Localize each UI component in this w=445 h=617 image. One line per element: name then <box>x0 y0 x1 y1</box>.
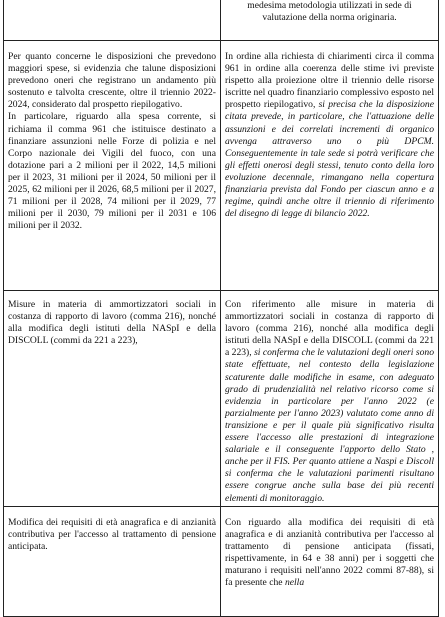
paragraph-text: In particolare, riguardo alla spesa corrente, si richiama il comma 961 che istituisce destinato a finanziare assunzioni nelle Forze di polizia e nel Corpo nazionale dei Vigili del fuoco, con una dotazione pari a 2 milioni per il 2022, 14,5 milioni per il 2023, 31 milioni per il 2024, 50 milioni per il 2025, 62 milioni per il 2026, 68,5 milioni per il 2027, 71 milioni per il 2028, 74 milioni per il 2029, 77 milioni per il 2030, 79 milioni per il 2031 e 106 milioni per il 2032. <box>8 111 216 232</box>
table-row <box>4 291 439 507</box>
paragraph <box>225 51 434 220</box>
right-cell <box>221 0 439 41</box>
table-row <box>4 506 439 616</box>
paragraph-text: Con riferimento alle misure in materia di ammortizzatori sociali in costanza di rapporto di lavoro (comma 216), nonché alla modifica degli istituti della NASpI e della DISCOLL (commi da 221 a 223), <box>225 299 434 359</box>
paragraph <box>8 111 216 232</box>
comparison-table <box>3 0 439 617</box>
right-cell <box>221 506 439 616</box>
paragraph-italic-text: si precisa che la disposizione citata prevede, in particolare, che l'attuazione delle assunzioni e dei correlati incrementi di organico avvenga attraverso uno o più DPCM. Conseguentemente in tale sede si potrà verificare che gli effetti onerosi degli stessi, tenuto conto della loro evoluzione decennale, rimangano nella copertura finanziaria prevista dal Fondo per ciascun anno e a regime, quindi anche oltre il triennio di riferimento del disegno di legge di bilancio 2022. <box>225 99 434 220</box>
right-cell <box>221 41 439 291</box>
paragraph-text: medesima metodologia utilizzati in sede di valutazione della norma originaria. <box>247 0 412 24</box>
paragraph-italic-text: nella <box>284 577 305 589</box>
left-cell <box>4 291 221 507</box>
left-cell <box>4 0 221 41</box>
right-cell <box>221 291 439 507</box>
paragraph <box>225 299 434 505</box>
left-cell <box>4 41 221 291</box>
paragraph-text: Per quanto concerne le disposizioni che prevedono maggiori spese, si evidenzia che talune disposizioni prevedono oneri che registrano un andamento più sostenuto e talvolta crescente, oltre il triennio 2022-2024, considerato dal prospetto riepilogativo. <box>8 51 216 111</box>
left-cell <box>4 506 221 616</box>
paragraph-text: Misure in materia di ammortizzatori sociali in costanza di rapporto di lavoro (comma 216), nonché alla modifica degli istituti della NASpI e della DISCOLL (commi da 221 a 223), <box>8 299 216 347</box>
paragraph-italic-text: si conferma che le valutazioni degli oneri sono state effettuate, nel contesto della legislazione scaturente dalle modifiche in esame, con adeguato grado di prudenzialità nel relativo ricorso come si evidenzia in particolare per l'anno 2022 (e parzialmente per l'anno 2023) valutato come anno di transizione e per il quale più significativo risulta essere l'accesso alle prestazioni di integrazione salariale e il conseguente l'apporto dello Stato , anche per il FIS. Per quanto attiene a Naspi e Discoll si conferma che le valutazioni parimenti risultano essere congrue anche sulla base dei più recenti elementi di monitoraggio. <box>225 347 434 504</box>
paragraph-text: Modifica dei requisiti di età anagrafica e di anzianità contributiva per l'accesso al trattamento di pensione anticipata. <box>8 516 216 552</box>
paragraph <box>8 517 216 553</box>
paragraph-text: In ordine alla richiesta di chiarimenti circa il comma 961 in ordine alla coerenza delle stime ivi previste rispetto alla proiezione oltre il triennio delle risorse iscritte nel quadro finanziario complessivo esposto nel prospetto riepilogativo, <box>225 51 434 111</box>
paragraph <box>225 517 434 590</box>
paragraph <box>8 51 216 111</box>
paragraph-text: Con riguardo alla modifica dei requisiti di età anagrafica e di anzianità contributiva per l'accesso al trattamento di pensione anticipata (fissati, rispettivamente, in 64 e 38 anni) per i soggetti che maturano i requisiti nell'anno 2022 commi 87-88), si fa presente che <box>225 516 434 589</box>
paragraph <box>225 0 434 24</box>
table-row <box>4 0 439 41</box>
paragraph <box>8 299 216 347</box>
table-row <box>4 41 439 291</box>
